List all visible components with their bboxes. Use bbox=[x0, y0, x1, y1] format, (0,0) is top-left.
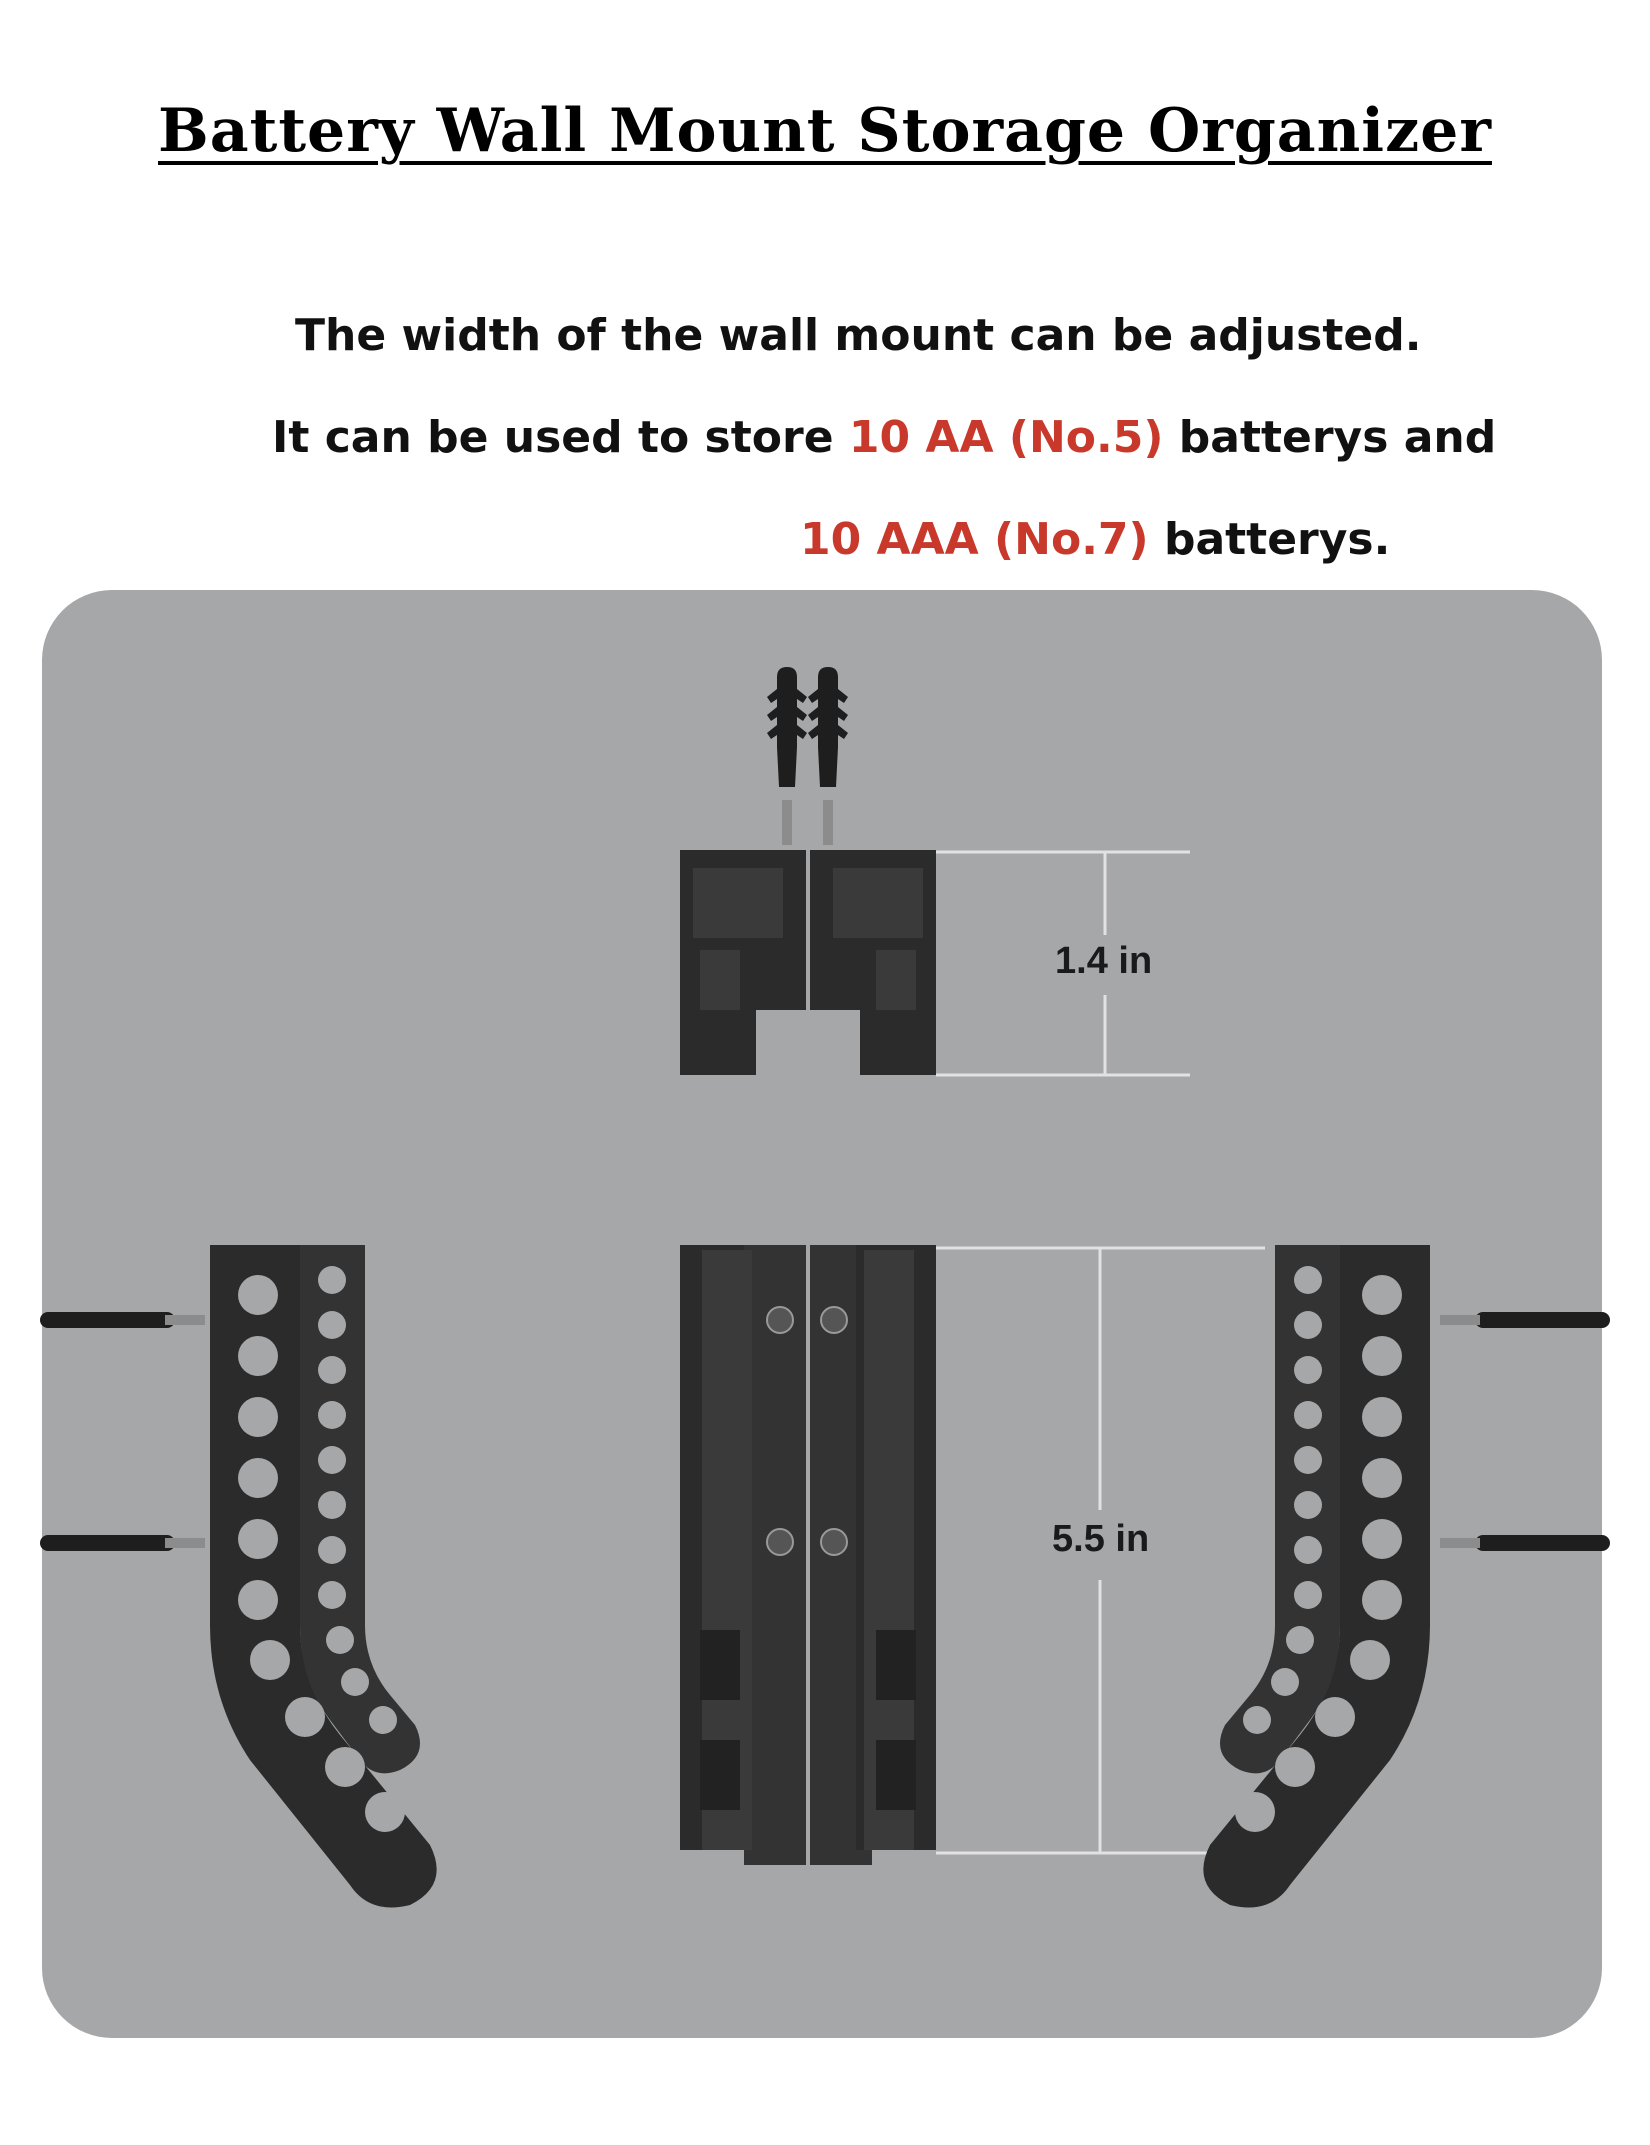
front-view-clip bbox=[680, 1245, 936, 1865]
aaa-capacity: 10 AAA (No.7) bbox=[800, 514, 1149, 565]
left-anchors bbox=[40, 1312, 205, 1551]
top-view-clip bbox=[680, 850, 936, 1080]
line3-suffix: batterys. bbox=[1148, 514, 1391, 565]
title-text: Battery Wall Mount Storage Organizer bbox=[158, 96, 1492, 166]
depth-label: 1.4 in bbox=[1055, 940, 1153, 982]
description-line-1: The width of the wall mount can be adjusted. bbox=[295, 310, 1422, 361]
line2-prefix: It can be used to store bbox=[272, 412, 849, 463]
height-label: 5.5 in bbox=[1052, 1518, 1150, 1560]
right-anchors bbox=[1440, 1312, 1610, 1551]
aa-capacity: 10 AA (No.5) bbox=[848, 412, 1164, 463]
line2-suffix: batterys and bbox=[1163, 412, 1497, 463]
top-anchor-right bbox=[808, 667, 848, 845]
top-anchor-left bbox=[767, 667, 807, 845]
